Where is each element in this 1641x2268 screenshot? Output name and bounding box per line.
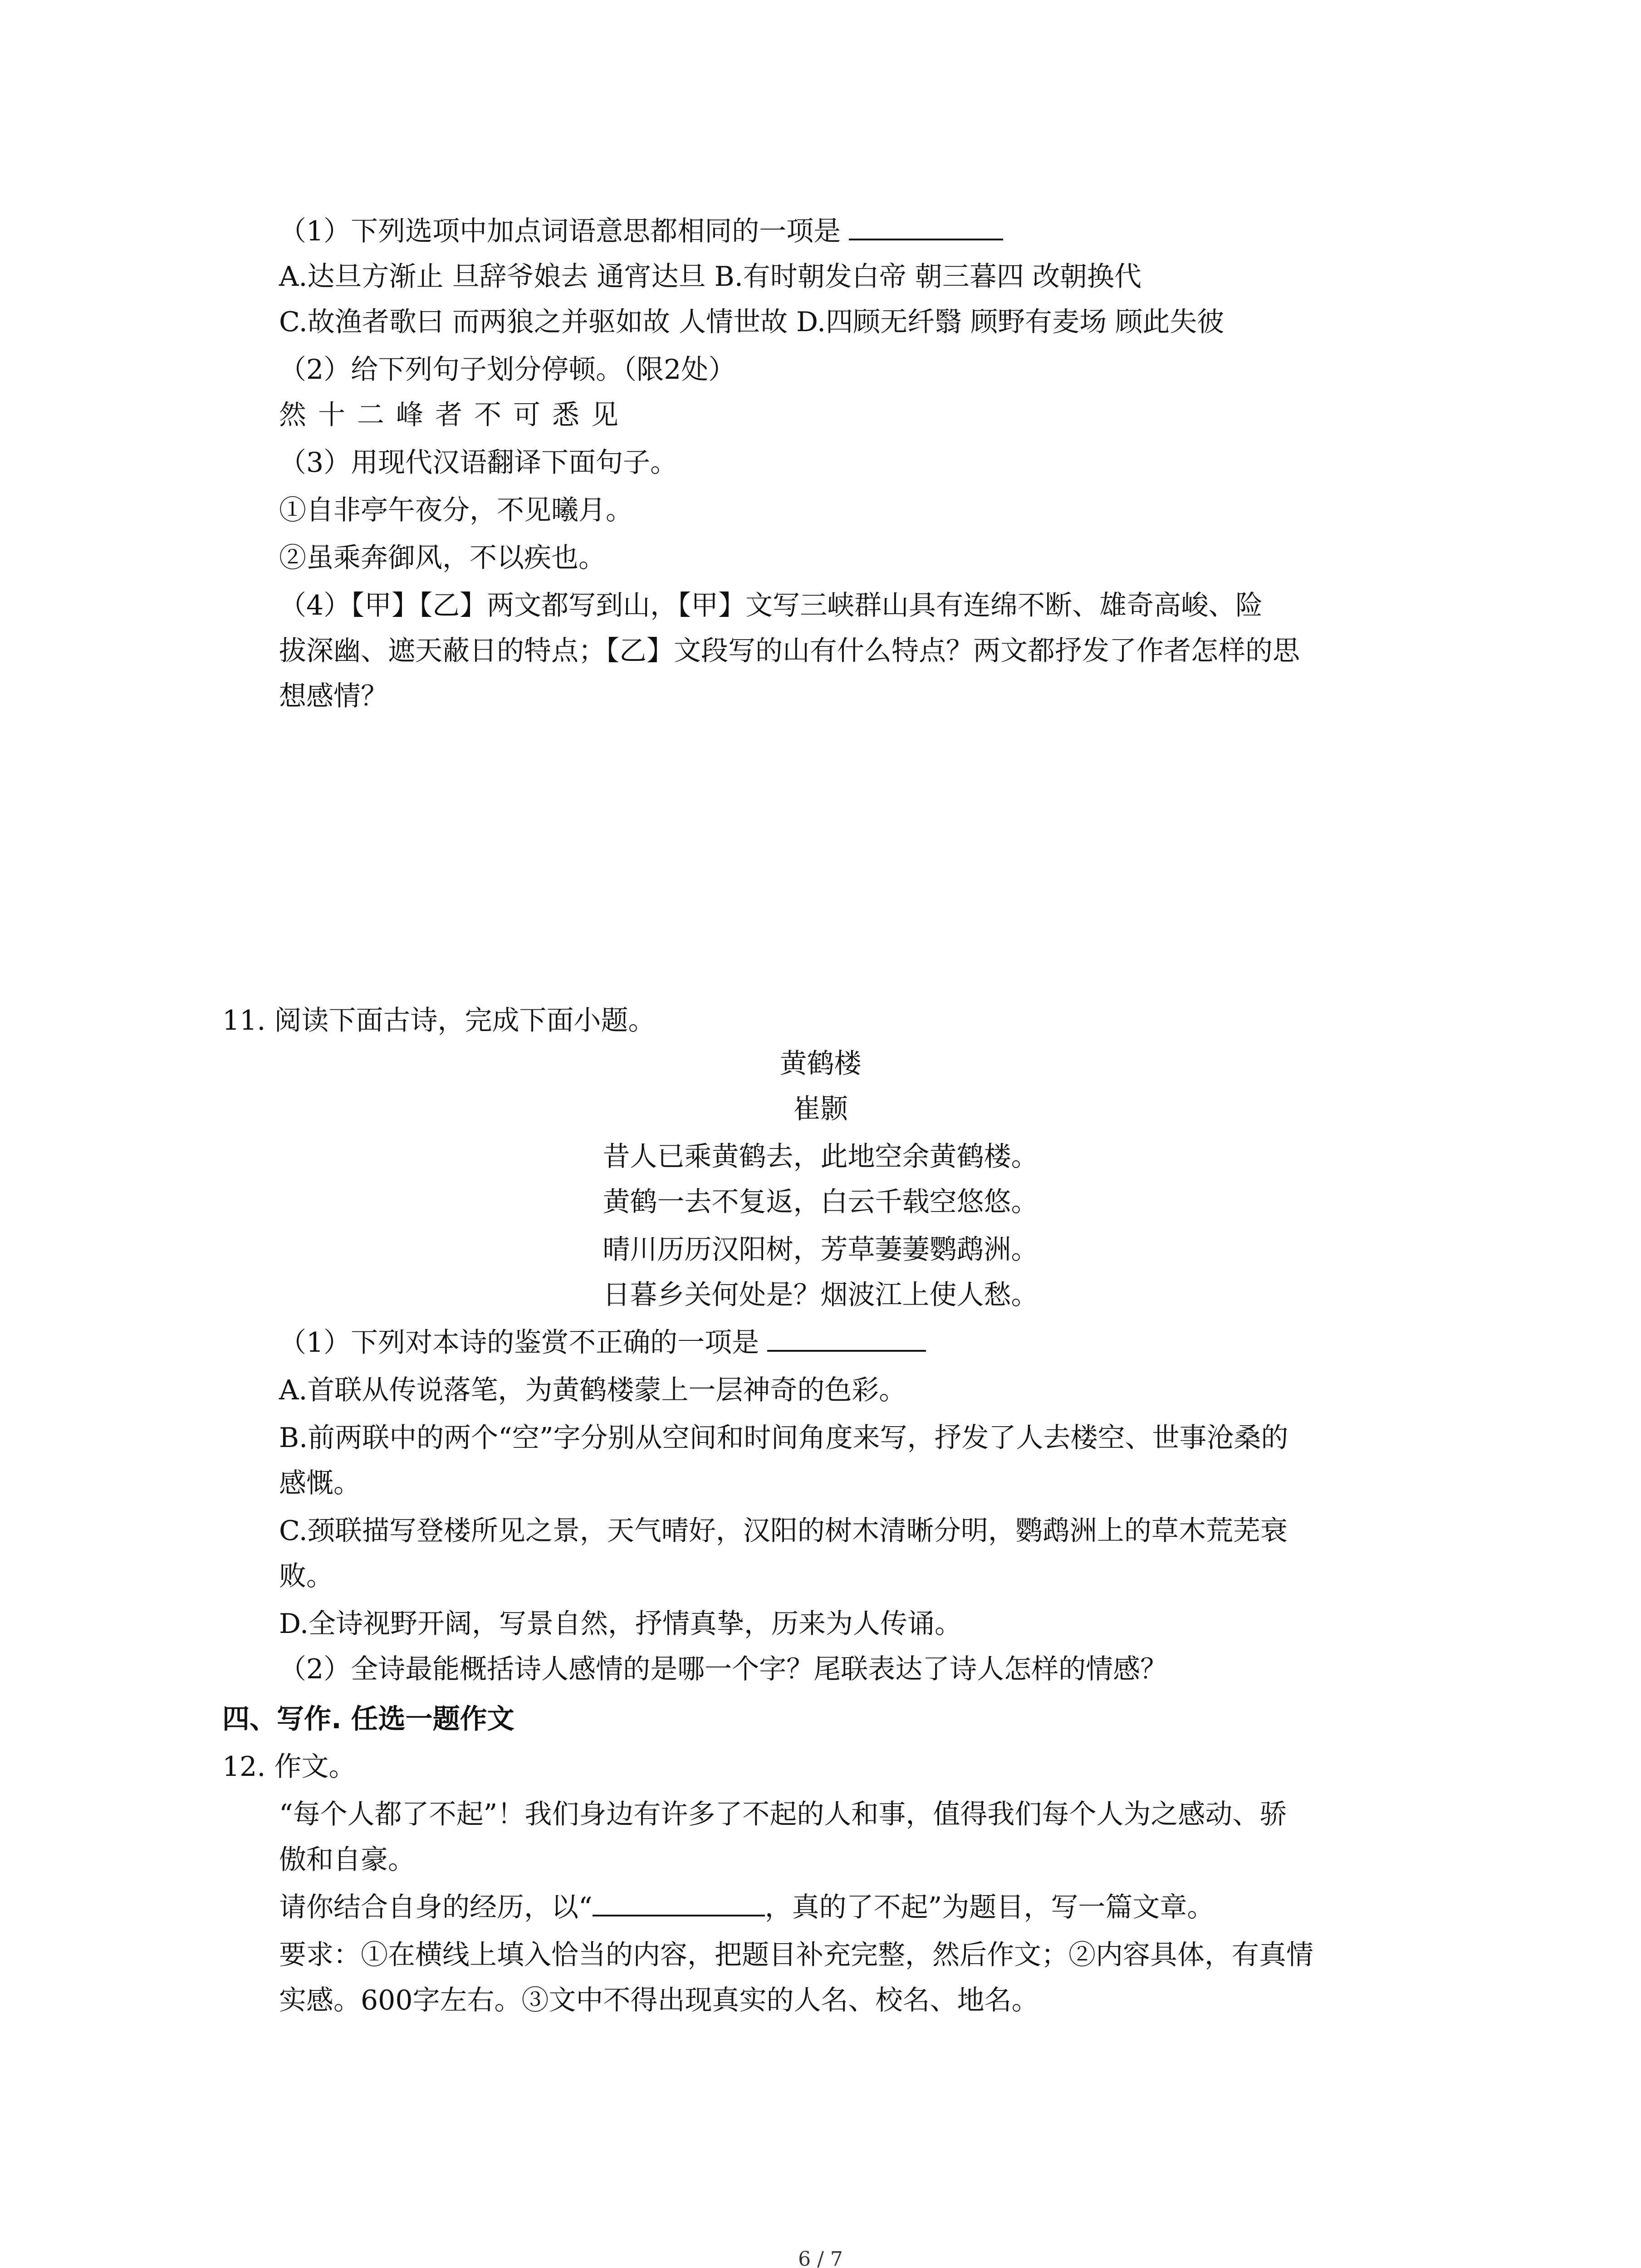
q11-option-a: A.首联从传说落笔，为黄鹤楼蒙上一层神奇的色彩。: [279, 1374, 906, 1406]
answer-blank: [767, 1325, 926, 1352]
q11-sub1-text: （1）下列对本诗的鉴赏不正确的一项是: [279, 1327, 759, 1359]
q10-sub2: （2）给下列句子划分停顿。（限2处）: [279, 354, 736, 386]
title-blank: [593, 1889, 765, 1916]
q12-requirements-line-2: 实感。600字左右。③文中不得出现真实的人名、校名、地名。: [279, 1984, 1039, 2016]
q10-translate-item-2: ②虽乘奔御风，不以疾也。: [279, 542, 606, 574]
q10-options-ab: A.达旦方渐止 旦辞爷娘去 通宵达旦 B.有时朝发白帝 朝三暮四 改朝换代: [279, 261, 1141, 293]
q10-sub4-line-2: 拔深幽、遮天蔽日的特点；【乙】文段写的山有什么特点？两文都抒发了作者怎样的思: [279, 635, 1300, 667]
q10-sub3: （3）用现代汉语翻译下面句子。: [279, 447, 678, 479]
q11-option-b-line-2: 感慨。: [279, 1467, 361, 1499]
answer-blank: [849, 213, 1003, 240]
q12-para-line-1: “每个人都了不起”！我们身边有许多了不起的人和事，值得我们每个人为之感动、骄: [279, 1799, 1287, 1830]
q10-sub4-line-1: （4）【甲】【乙】两文都写到山，【甲】文写三峡群山具有连绵不断、雄奇高峻、险: [279, 590, 1263, 621]
q12-prompt-post: ，真的了不起”为题目，写一篇文章。: [764, 1892, 1215, 1923]
poem-line: 黄鹤一去不复返，白云千载空悠悠。: [603, 1186, 1038, 1218]
q10-options-cd: C.故渔者歌曰 而两狼之并驱如故 人情世故 D.四顾无纤翳 顾野有麦场 顾此失彼: [279, 306, 1225, 338]
q11-option-d: D.全诗视野开阔，写景自然，抒情真挚，历来为人传诵。: [279, 1608, 962, 1640]
q11-option-c-line-1: C.颈联描写登楼所见之景，天气晴好，汉阳的树木清晰分明，鹦鹉洲上的草木荒芜衰: [279, 1515, 1288, 1547]
q11-sub2: （2）全诗最能概括诗人感情的是哪一个字？尾联表达了诗人怎样的情感？: [279, 1653, 1168, 1685]
page-number: 6 / 7: [798, 2248, 843, 2268]
poem-author: 崔颢: [793, 1093, 848, 1125]
q12-para-line-2: 傲和自豪。: [279, 1844, 415, 1876]
q10-translate-item-1: ①自非亭午夜分，不见曦月。: [279, 494, 633, 526]
q12-intro: 12. 作文。: [222, 1751, 356, 1783]
q10-sub4-line-3: 想感情？: [279, 680, 388, 712]
poem-line: 晴川历历汉阳树，芳草萋萋鹦鹉洲。: [603, 1234, 1038, 1266]
q10-sentence: 然十二峰者不可悉见: [279, 399, 630, 431]
q10-sub1: [279, 213, 1003, 249]
section-heading: 四、写作. 任选一题作文: [222, 1703, 514, 1735]
q11-sub1: [279, 1325, 926, 1361]
poem-title: 黄鹤楼: [779, 1048, 862, 1080]
poem-line: 日暮乡关何处是？烟波江上使人愁。: [603, 1279, 1038, 1311]
q12-prompt: [279, 1889, 1214, 1926]
poem-line: 昔人已乘黄鹤去，此地空余黄鹤楼。: [603, 1141, 1038, 1173]
q11-option-c-line-2: 败。: [279, 1560, 333, 1592]
q12-requirements-line-1: 要求：①在横线上填入恰当的内容，把题目补充完整，然后作文；②内容具体，有真情: [279, 1939, 1313, 1971]
q11-option-b-line-1: B.前两联中的两个“空”字分别从空间和时间角度来写，抒发了人去楼空、世事沧桑的: [279, 1422, 1288, 1454]
q11-intro: 11. 阅读下面古诗，完成下面小题。: [222, 1005, 656, 1036]
q10-sub1-text: （1）下列选项中加点词语意思都相同的一项是: [279, 215, 841, 247]
q12-prompt-pre: 请你结合自身的经历，以“: [279, 1892, 593, 1923]
